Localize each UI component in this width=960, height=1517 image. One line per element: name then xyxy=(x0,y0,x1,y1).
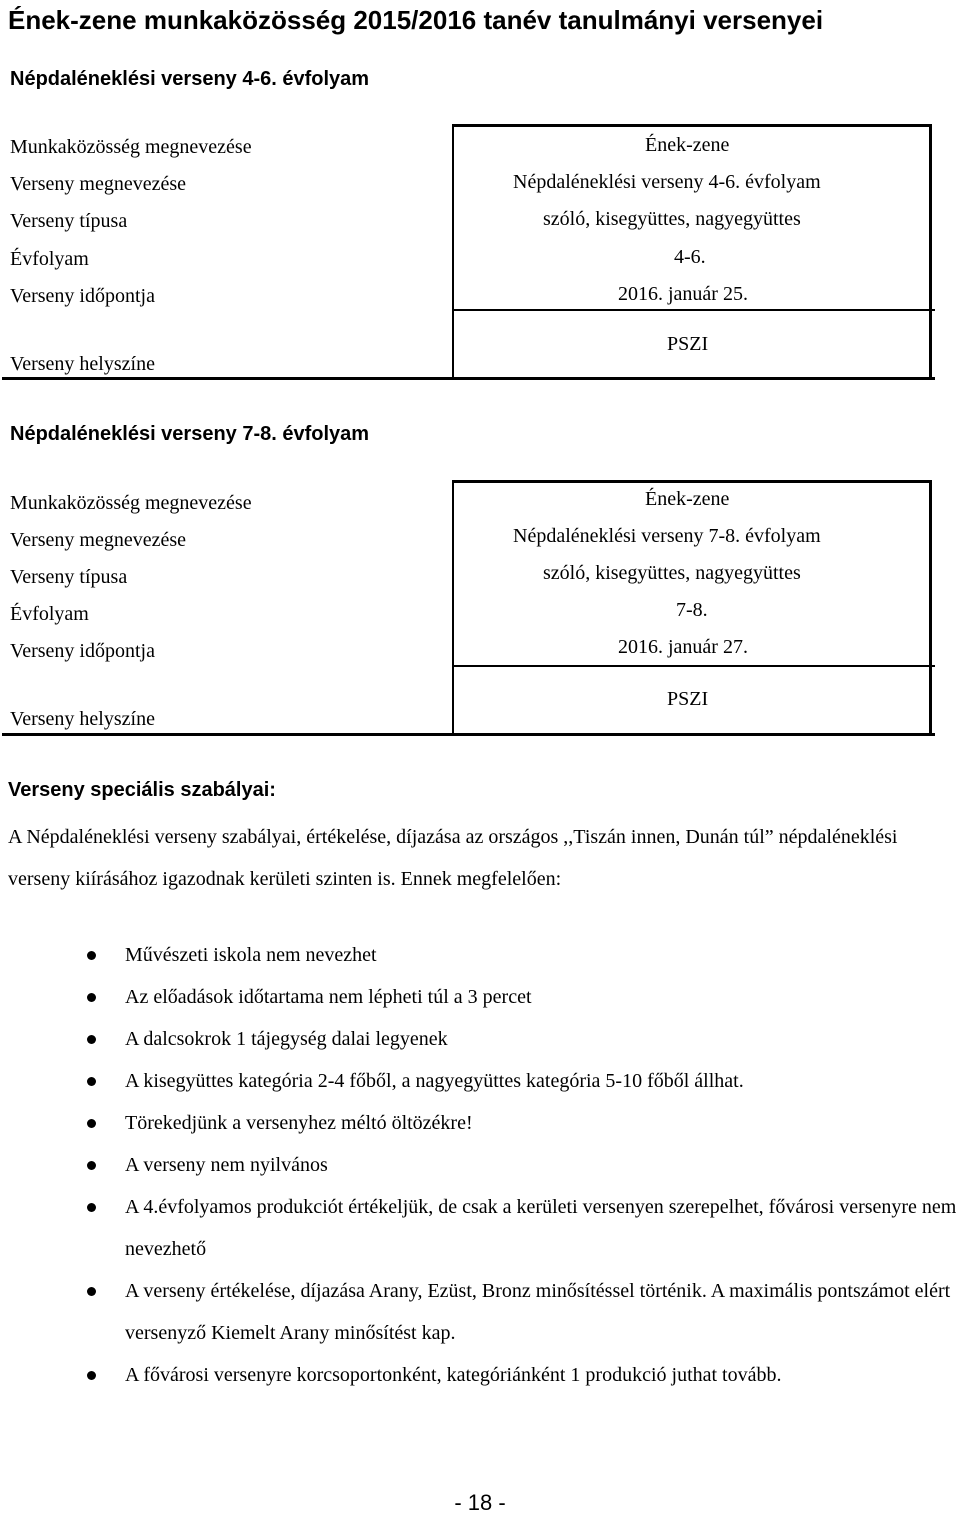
rule-text: Törekedjünk a versenyhez méltó öltözékre! xyxy=(125,1112,473,1134)
row-label: Verseny helyszíne xyxy=(10,353,155,375)
competition-heading: Népdaléneklési verseny 7-8. évfolyam xyxy=(10,423,370,445)
row-label: Verseny típusa xyxy=(10,566,128,588)
row-label: Verseny típusa xyxy=(10,210,128,232)
rule-text: A dalcsokrok 1 tájegység dalai legyenek xyxy=(125,1028,448,1050)
row-value: PSZI xyxy=(667,333,709,355)
list-item xyxy=(0,1060,960,1102)
row-value: szóló, kisegyüttes, nagyegyüttes xyxy=(543,208,801,230)
row-label: Verseny helyszíne xyxy=(10,708,155,730)
table-separator xyxy=(452,309,935,311)
rule-text: Az előadások időtartama nem lépheti túl a 3 percet xyxy=(125,986,532,1008)
competition-info-table xyxy=(0,480,935,736)
bullet-icon xyxy=(87,1035,96,1044)
row-value: Népdaléneklési verseny 4-6. évfolyam xyxy=(513,171,821,193)
row-value: 4-6. xyxy=(674,246,706,268)
rule-text: Művészeti iskola nem nevezhet xyxy=(125,944,377,966)
row-label: Verseny megnevezése xyxy=(10,529,187,551)
table-bottom-border xyxy=(2,377,935,380)
row-label: Évfolyam xyxy=(10,603,89,625)
bullet-icon xyxy=(87,1287,96,1296)
page-title: Ének-zene munkaközösség 2015/2016 tanév tanulmányi versenyei xyxy=(8,5,824,35)
list-item xyxy=(0,1102,960,1144)
competition-heading: Népdaléneklési verseny 4-6. évfolyam xyxy=(10,68,370,90)
bullet-icon xyxy=(87,1161,96,1170)
table-separator xyxy=(452,665,935,667)
list-item xyxy=(0,1354,960,1396)
bullet-icon xyxy=(87,1119,96,1128)
bullet-icon xyxy=(87,1203,96,1212)
row-label: Munkaközösség megnevezése xyxy=(10,136,252,158)
list-item xyxy=(0,1018,960,1060)
rule-text: A kisegyüttes kategória 2-4 főből, a nagyegyüttes kategória 5-10 főből állhat. xyxy=(125,1070,744,1092)
rules-list xyxy=(0,934,960,1396)
page-number: - 18 - xyxy=(454,1490,506,1515)
row-value: Népdaléneklési verseny 7-8. évfolyam xyxy=(513,525,821,547)
rule-text: A verseny értékelése, díjazása Arany, Ezüst, Bronz minősítéssel történik. A maximális pontszámot elért versenyző Kiemelt Arany minősítést kap. xyxy=(125,1280,951,1344)
bullet-icon xyxy=(87,993,96,1002)
list-item xyxy=(0,1186,960,1270)
list-item xyxy=(0,934,960,976)
row-label: Verseny időpontja xyxy=(10,640,155,662)
row-value: 2016. január 27. xyxy=(618,636,748,658)
row-value: 7-8. xyxy=(676,599,708,621)
row-value: 2016. január 25. xyxy=(618,283,748,305)
row-value: Ének-zene xyxy=(645,134,730,156)
row-label: Verseny időpontja xyxy=(10,285,155,307)
bullet-icon xyxy=(87,951,96,960)
row-label: Munkaközösség megnevezése xyxy=(10,492,252,514)
bullet-icon xyxy=(87,1077,96,1086)
bullet-icon xyxy=(87,1371,96,1380)
table-bottom-border xyxy=(2,733,935,736)
list-item xyxy=(0,1144,960,1186)
row-value: szóló, kisegyüttes, nagyegyüttes xyxy=(543,562,801,584)
row-value: PSZI xyxy=(667,688,709,710)
row-label: Verseny megnevezése xyxy=(10,173,187,195)
rule-text: A fővárosi versenyre korcsoportonként, kategóriánként 1 produkció juthat tovább. xyxy=(125,1364,782,1386)
competition-info-table xyxy=(0,124,935,380)
list-item xyxy=(0,976,960,1018)
row-label: Évfolyam xyxy=(10,248,89,270)
list-item xyxy=(0,1270,960,1354)
rule-text: A 4.évfolyamos produkciót értékeljük, de csak a kerületi versenyen szerepelhet, fővárosi versenyre nem nevezhető xyxy=(125,1196,957,1260)
rules-heading: Verseny speciális szabályai: xyxy=(8,779,276,801)
row-value: Ének-zene xyxy=(645,488,730,510)
rule-text: A verseny nem nyilvános xyxy=(125,1154,328,1176)
rules-intro: A Népdaléneklési verseny szabályai, értékelése, díjazása az országos ,,Tiszán innen, Dunán túl” népdaléneklési verseny kiírásához igazodnak kerületi szinten is. Ennek megfelelően: xyxy=(8,826,898,890)
